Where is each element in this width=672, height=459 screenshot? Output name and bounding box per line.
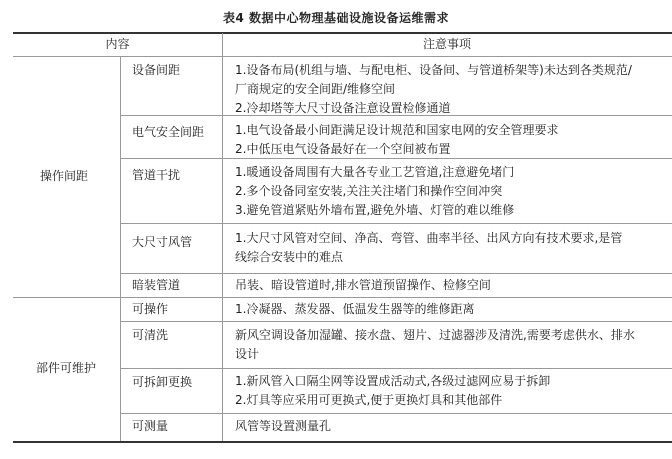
note-line: 2.中低压电气设备最好在一个空间被布置 [235,142,451,156]
notes-cell [235,61,667,118]
note-line: 风管等设置测量孔 [235,419,332,433]
note-line: 线综合安装中的难点 [235,250,344,264]
note-line: 吊装、暗设管道时,排水管道预留操作、检修空间 [235,278,491,292]
table-bottom-rule [13,441,672,443]
item-label: 大尺寸风管 [132,235,193,249]
notes-cell [235,276,667,295]
notes-cell [235,372,667,410]
table-title: 表4 数据中心物理基础设施设备运维需求 [222,11,450,25]
item-label: 暗装管道 [132,278,181,292]
note-line: 3.避免管道紧贴外墙布置,避免外墙、灯管的难以维修 [235,203,515,217]
note-line: 1.暖通设备周围有大量各专业工艺管道,注意避免堵门 [235,165,515,179]
item-label: 可操作 [132,302,169,316]
note-line: 厂商规定的安全间距/维修空间 [235,82,396,96]
note-line: 设计 [235,347,260,361]
notes-cell [235,163,667,220]
header-divider [13,56,672,57]
note-line: 2.冷却塔等大尺寸设备注意设置检修通道 [235,101,451,115]
item-label: 设备间距 [132,63,181,77]
note-line: 2.多个设备同室安装,关注关注堵门和操作空间冲突 [235,184,503,198]
notes-cell [235,300,667,319]
header-notes: 注意事项 [422,37,471,51]
item-label: 管道干扰 [132,168,181,182]
note-line: 1.新风管入口隔尘网等设置成活动式,各级过滤网应易于拆卸 [235,374,551,388]
column-divider [120,56,121,441]
row-divider [120,321,672,322]
note-line: 1.设备布局(机组与墙、与配电柜、设备间、与管道桥架等)未达到各类规范/ [235,63,632,77]
note-line: 1.大尺寸风管对空间、净高、弯管、曲率半径、出风方向有技术要求,是管 [235,231,623,245]
item-label: 可测量 [132,419,169,433]
note-line: 新风空调设备加湿罐、接水盘、翅片、过滤器涉及清洗,需要考虑供水、排水 [235,328,635,342]
row-divider [120,368,672,369]
row-divider [120,273,672,274]
item-label: 电气安全间距 [132,125,205,139]
row-divider [120,223,672,224]
notes-cell [235,121,667,159]
note-line: 1.冷凝器、蒸发器、低温发生器等的维修距离 [235,302,475,316]
notes-cell [235,417,667,436]
group-label: 部件可维护 [36,361,97,375]
header-content: 内容 [105,37,130,51]
note-line: 1.电气设备最小间距满足设计规范和国家电网的安全管理要求 [235,123,559,137]
notes-cell [235,229,667,267]
item-label: 可拆卸更换 [132,375,193,389]
notes-cell [235,326,667,364]
table-top-rule [13,32,672,34]
item-label: 可清洗 [132,328,169,342]
group-divider [13,297,672,298]
note-line: 2.灯具等应采用可更换式,便于更换灯具和其他部件 [235,393,503,407]
group-label: 操作间距 [40,169,89,183]
column-divider [222,33,223,441]
row-divider [120,413,672,414]
